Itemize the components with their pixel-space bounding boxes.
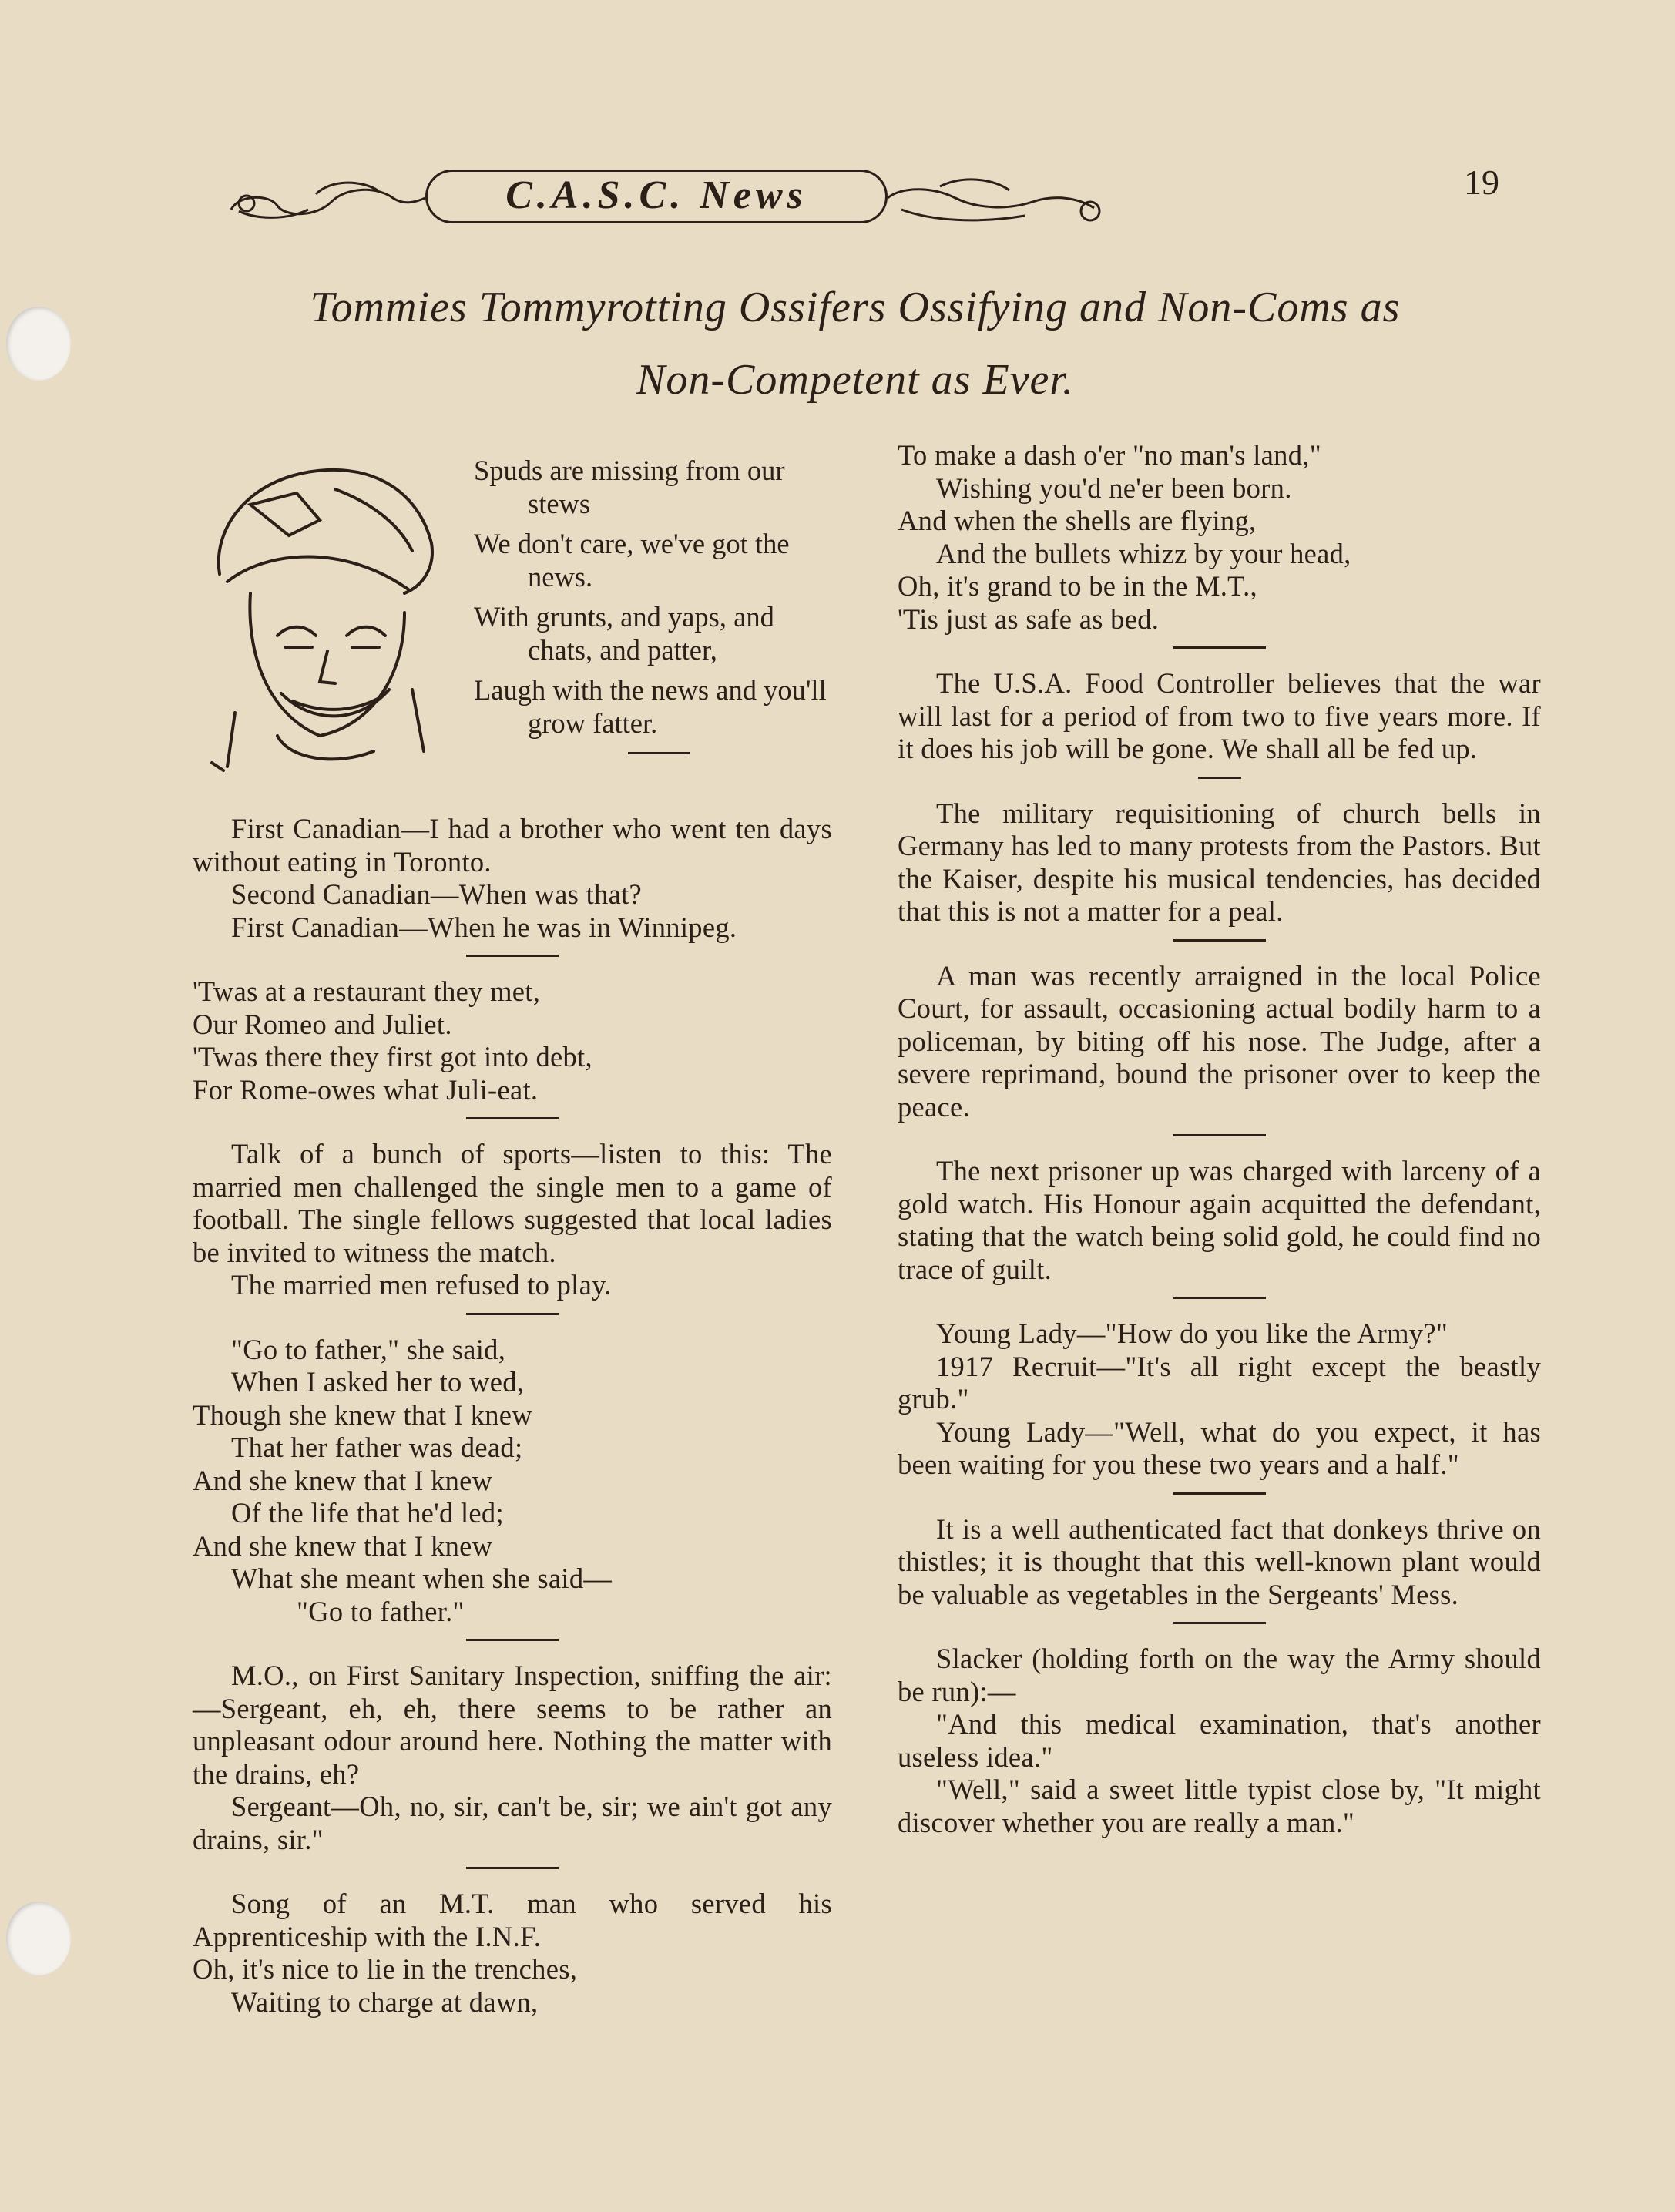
poem-line: When I asked her to wed,: [231, 1366, 525, 1398]
poem-line: Wishing you'd ne'er been born.: [936, 472, 1292, 504]
intro-verse-line: Laugh with the news and you'll grow fatter.: [474, 674, 827, 739]
poem-line: Our Romeo and Juliet.: [193, 1008, 452, 1040]
paragraph: M.O., on First Sanitary Inspection, sniffing the air:—Sergeant, eh, eh, there seems to be rather an unpleasant odour around here. Nothing the matter with the drains, eh?: [193, 1660, 832, 1790]
paragraph: The military requisitioning of church bells in Germany has led to many protests from the Pastors. But the Kaiser, despite his musical tendencies, has decided that this is not a matter for a peal.: [898, 797, 1541, 927]
paragraph: Slacker (holding forth on the way the Army should be run):—: [898, 1643, 1541, 1707]
intro-verse-line: We don't care, we've got the news.: [474, 528, 790, 592]
section-divider: [466, 1313, 559, 1315]
paragraph: First Canadian—When he was in Winnipeg.: [231, 911, 737, 943]
paragraph: Sergeant—Oh, no, sir, can't be, sir; we ain't got any drains, sir.": [193, 1791, 832, 1855]
left-column: [193, 813, 832, 2019]
paragraph: The U.S.A. Food Controller believes that the war will last for a period of from two to five years more. If it does his job will be gone. We shall all be fed up.: [898, 667, 1541, 764]
poem-line: To make a dash o'er "no man's land,": [898, 439, 1321, 471]
poem-line: Though she knew that I knew: [193, 1398, 532, 1431]
headline-line-2: Non-Competent as Ever.: [636, 356, 1074, 404]
smiling-soldier-illustration: [204, 458, 443, 782]
paragraph: Talk of a bunch of sports—listen to this: The married men challenged the single men to a game of football. The single fellows suggested that local ladies be invited to witness the match.: [193, 1138, 832, 1268]
page-number: 19: [1464, 163, 1499, 202]
binder-hole-bottom: [6, 1902, 71, 1975]
poem-line: 'Tis just as safe as bed.: [898, 603, 1160, 635]
paragraph: "And this medical examination, that's another useless idea.": [898, 1708, 1541, 1773]
intro-verse-line: With grunts, and yaps, and chats, and patter,: [474, 601, 774, 666]
poem-line: 'Twas at a restaurant they met,: [193, 975, 541, 1007]
paragraph: Song of an M.T. man who served his Apprenticeship with the I.N.F.: [193, 1888, 832, 1952]
intro-verse-line: Spuds are missing from our stews: [474, 455, 785, 519]
paragraph: The next prisoner up was charged with larceny of a gold watch. His Honour again acquitted the defendant, stating that the watch being solid gold, he could find no trace of guilt.: [898, 1155, 1541, 1285]
paragraph: The married men refused to play.: [231, 1269, 612, 1301]
section-divider: [1173, 939, 1266, 942]
section-divider: [1198, 777, 1241, 779]
mt-song: [193, 1953, 832, 2019]
father-poem: [193, 1334, 832, 1629]
headline-line-1: Tommies Tommyrotting Ossifers Ossifying and Non-Coms as: [310, 284, 1401, 331]
intro-verse: [474, 455, 836, 754]
poem-line: And she knew that I knew: [193, 1464, 493, 1496]
poem-line: Oh, it's nice to lie in the trenches,: [193, 1953, 578, 1985]
section-divider: [628, 752, 690, 754]
section-divider: [466, 1117, 559, 1119]
poem-line: "Go to father.": [297, 1595, 465, 1627]
binder-hole-top: [6, 307, 71, 381]
paragraph: "Well," said a sweet little typist close by, "It might discover whether you are really a man.": [898, 1774, 1541, 1838]
paragraph: 1917 Recruit—"It's all right except the beastly grub.": [898, 1350, 1541, 1415]
mt-song-continued: [898, 439, 1541, 636]
article-headline: [231, 271, 1479, 416]
poem-line: 'Twas there they first got into debt,: [193, 1041, 592, 1072]
paragraph: A man was recently arraigned in the local Police Court, for assault, occasioning actual bodily harm to a policeman, by biting off his nose. The Judge, after a severe reprimand, bound the prisoner over to keep the peace.: [898, 959, 1541, 1123]
section-divider: [1173, 1622, 1266, 1624]
masthead-title: C.A.S.C. News: [505, 173, 807, 217]
masthead-banner: [223, 163, 1109, 233]
paragraph: Second Canadian—When was that?: [231, 878, 643, 910]
poem-line: Waiting to charge at dawn,: [231, 1985, 539, 2018]
section-divider: [1173, 646, 1266, 649]
right-column: [898, 439, 1541, 1839]
poem-line: And when the shells are flying,: [898, 505, 1257, 536]
section-divider: [466, 1867, 559, 1869]
paragraph: First Canadian—I had a brother who went ten days without eating in Toronto.: [193, 813, 832, 878]
section-divider: [466, 955, 559, 957]
poem-line: "Go to father," she said,: [231, 1333, 506, 1365]
poem-line: Oh, it's grand to be in the M.T.,: [898, 570, 1257, 602]
paragraph: Young Lady—"How do you like the Army?": [936, 1317, 1448, 1349]
romeo-poem: [193, 975, 832, 1106]
poem-line: And she knew that I knew: [193, 1529, 493, 1562]
section-divider: [1173, 1134, 1266, 1136]
poem-line: For Rome-owes what Juli-eat.: [193, 1073, 539, 1106]
paragraph: It is a well authenticated fact that donkeys thrive on thistles; it is thought that this well-known plant would be valuable as vegetables in the Sergeants' Mess.: [898, 1512, 1541, 1610]
poem-line: And the bullets whizz by your head,: [936, 537, 1351, 569]
section-divider: [1173, 1492, 1266, 1495]
poem-line: Of the life that he'd led;: [231, 1497, 504, 1529]
poem-line: That her father was dead;: [231, 1432, 523, 1463]
section-divider: [1173, 1297, 1266, 1299]
poem-line: What she meant when she said—: [231, 1562, 613, 1594]
paragraph: Young Lady—"Well, what do you expect, it has been waiting for you these two years and a half.": [898, 1415, 1541, 1480]
section-divider: [466, 1639, 559, 1641]
